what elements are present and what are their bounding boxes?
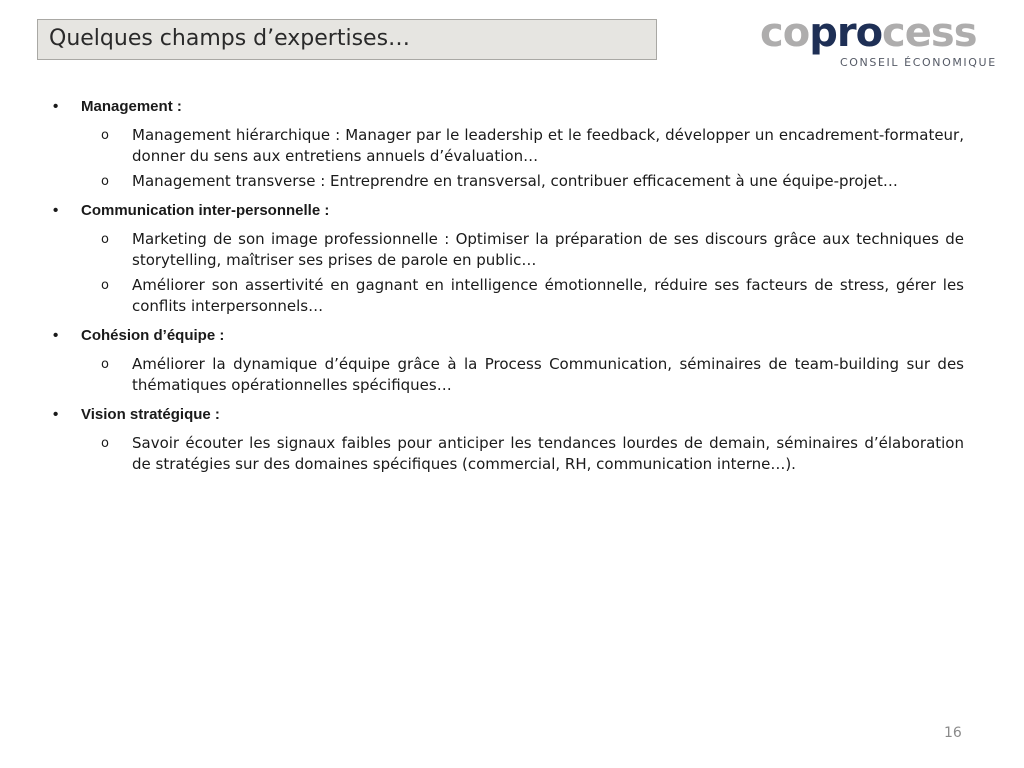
sub-bullet-icon: o [101, 357, 109, 372]
sub-bullet-icon: o [101, 232, 109, 247]
section-heading-text: Communication inter-personnelle : [81, 202, 330, 219]
list-item [50, 229, 964, 271]
list-item-text: Marketing de son image professionnelle : Optimiser la préparation de ses discours grâce aux techniques de storytelling, maîtriser ses prises de parole en public… [132, 230, 964, 269]
page-number: 16 [944, 725, 962, 741]
list-item [50, 125, 964, 167]
bullet-icon: • [53, 98, 59, 115]
bullet-icon: • [53, 202, 59, 219]
section-heading [50, 97, 964, 117]
section-heading-text: Cohésion d’équipe : [81, 327, 225, 344]
sub-bullet-icon: o [101, 436, 109, 451]
section-heading [50, 326, 964, 346]
section-heading-text: Vision stratégique : [81, 406, 220, 423]
slide-title: Quelques champs d’expertises… [49, 26, 411, 51]
logo-text [760, 14, 977, 56]
logo-tagline: CONSEIL ÉCONOMIQUE [840, 56, 997, 69]
list-item-text: Améliorer son assertivité en gagnant en intelligence émotionnelle, réduire ses facteurs de stress, gérer les conflits interpersonnels… [132, 276, 964, 315]
section [50, 201, 964, 317]
logo-part-pro: pro [809, 14, 883, 56]
list-item [50, 354, 964, 396]
sub-bullet-icon: o [101, 278, 109, 293]
sub-bullet-icon: o [101, 174, 109, 189]
list-item-text: Savoir écouter les signaux faibles pour anticiper les tendances lourdes de demain, séminaires d’élaboration de stratégies sur des domaines spécifiques (commercial, RH, communication interne…). [132, 434, 964, 473]
section-heading-text: Management : [81, 98, 182, 115]
coprocess-logo [760, 14, 1010, 72]
section [50, 97, 964, 192]
logo-part-co: co [760, 14, 810, 56]
section-heading [50, 201, 964, 221]
section-heading [50, 405, 964, 425]
sub-bullet-icon: o [101, 128, 109, 143]
section [50, 326, 964, 396]
section [50, 405, 964, 475]
list-item-text: Management transverse : Entreprendre en transversal, contribuer efficacement à une équipe-projet… [132, 172, 898, 190]
title-box [37, 19, 657, 60]
bullet-icon: • [53, 406, 59, 423]
list-item-text: Améliorer la dynamique d’équipe grâce à la Process Communication, séminaires de team-building sur des thématiques opérationnelles spécifiques… [132, 355, 964, 394]
list-item [50, 433, 964, 475]
list-item-text: Management hiérarchique : Manager par le leadership et le feedback, développer un encadrement-formateur, donner du sens aux entretiens annuels d’évaluation… [132, 126, 964, 165]
list-item [50, 171, 964, 192]
logo-part-cess: cess [882, 14, 977, 56]
bullet-icon: • [53, 327, 59, 344]
list-item [50, 275, 964, 317]
content-list [50, 97, 964, 484]
